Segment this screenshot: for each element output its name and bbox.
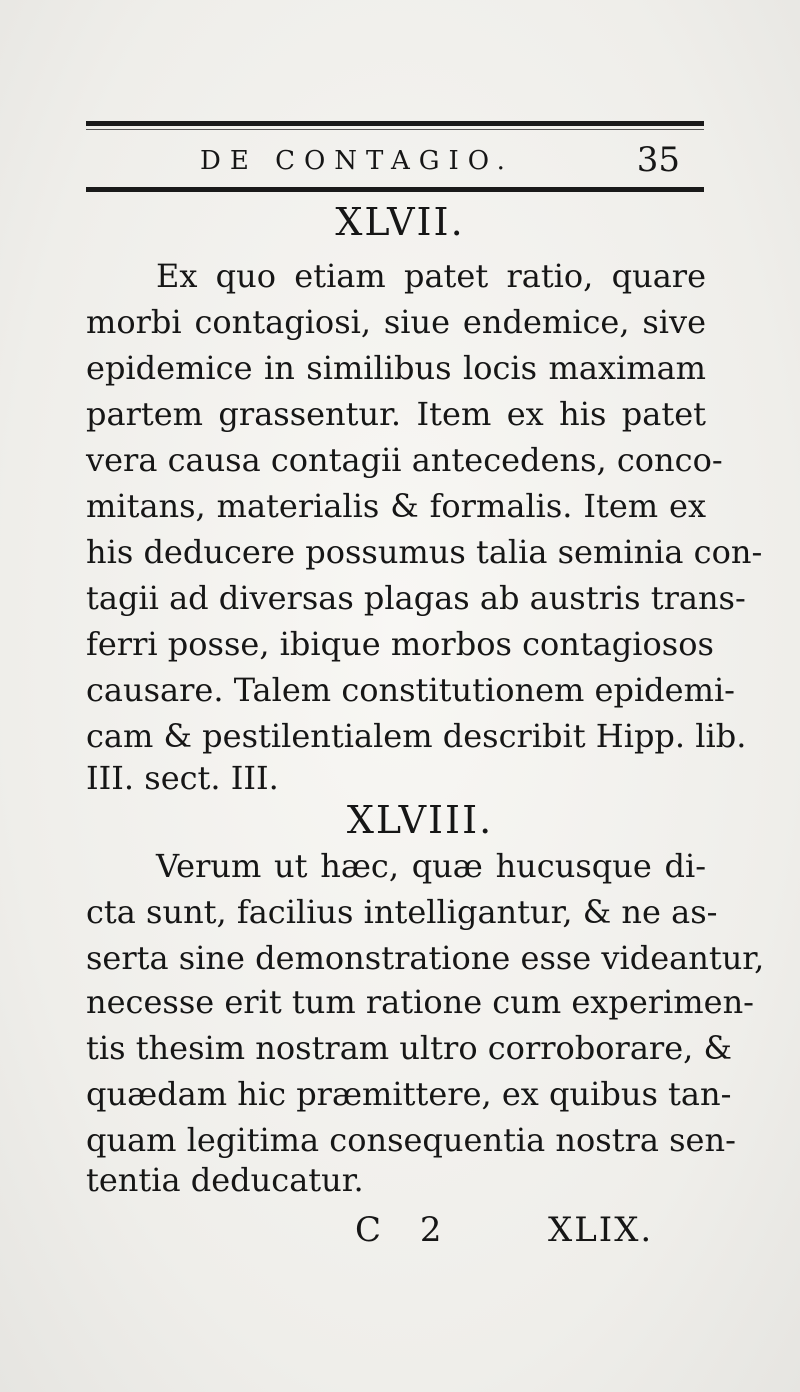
text-line: cam & pestilentialem describit Hipp. lib. bbox=[86, 717, 747, 755]
text-line: quædam hic præmittere, ex quibus tan- bbox=[86, 1075, 732, 1113]
text-line: cta sunt, facilius intelligantur, & ne as- bbox=[86, 893, 718, 931]
text-line: partem grassentur. Item ex his patet bbox=[86, 395, 706, 433]
header-rule-bottom bbox=[86, 187, 704, 192]
text-line: Ex quo etiam patet ratio, quare bbox=[156, 257, 706, 295]
text-line: quam legitima consequentia nostra sen- bbox=[86, 1121, 736, 1159]
section-heading-xlvii: XLVII. bbox=[335, 200, 465, 244]
text-line: tis thesim nostram ultro corroborare, & bbox=[86, 1029, 732, 1067]
text-line: necesse erit tum ratione cum experimen- bbox=[86, 983, 754, 1021]
header-rule-top bbox=[86, 121, 704, 126]
header-rule-thin bbox=[86, 129, 704, 130]
text-line: causare. Talem constitutionem epidemi- bbox=[86, 671, 735, 709]
text-line: ferri posse, ibique morbos contagiosos bbox=[86, 625, 714, 663]
section-heading-xlviii: XLVIII. bbox=[346, 798, 494, 842]
text-line: Verum ut hæc, quæ hucusque di- bbox=[156, 847, 706, 885]
text-line: tentia deducatur. bbox=[86, 1161, 364, 1199]
signature-mark: C 2 bbox=[355, 1210, 456, 1250]
text-line: serta sine demonstratione esse videantur, bbox=[86, 939, 765, 977]
page-number: 35 bbox=[636, 140, 680, 180]
text-line: mitans, materialis & formalis. Item ex bbox=[86, 487, 706, 525]
text-line: his deducere possumus talia seminia con- bbox=[86, 533, 763, 571]
text-line: vera causa contagii antecedens, conco- bbox=[86, 441, 723, 479]
text-line: morbi contagiosi, siue endemice, sive bbox=[86, 303, 706, 341]
running-title: DE CONTAGIO. bbox=[200, 146, 514, 176]
text-line: epidemice in similibus locis maximam bbox=[86, 349, 706, 387]
catchword: XLIX. bbox=[548, 1210, 654, 1250]
text-line: tagii ad diversas plagas ab austris trans- bbox=[86, 579, 746, 617]
text-line: III. sect. III. bbox=[86, 759, 279, 797]
